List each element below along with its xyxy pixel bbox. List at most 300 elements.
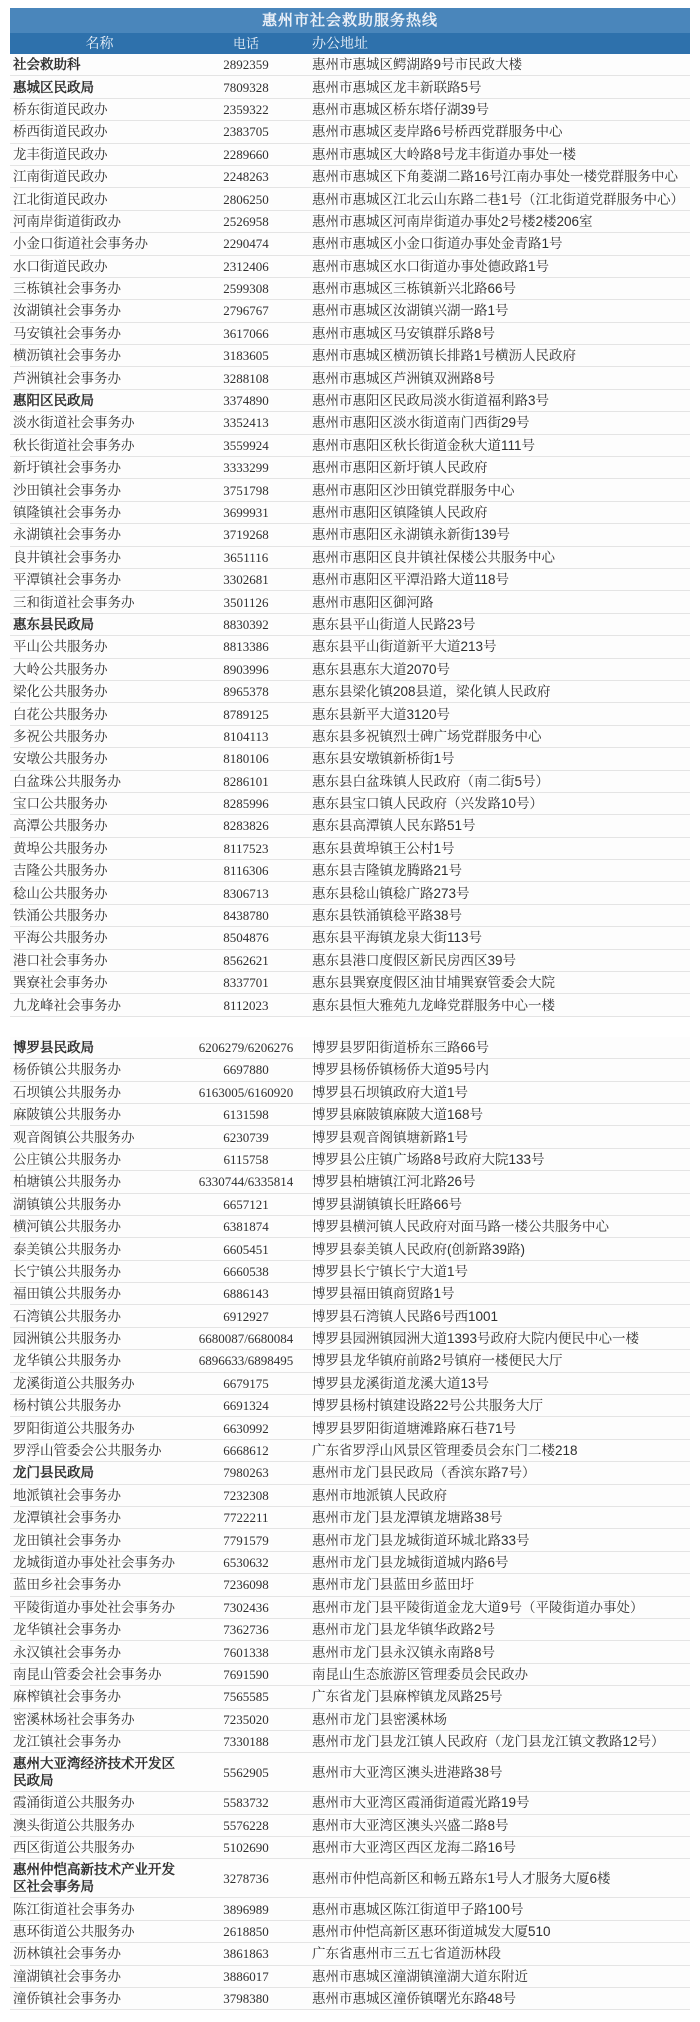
phone-cell: 2383705: [223, 124, 269, 140]
table-row: [10, 659, 690, 681]
address-cell: 惠州市惠城区潼湖镇潼湖大道东附近: [312, 1968, 528, 1984]
org-name-cell: 园洲镇公共服务办: [13, 1331, 121, 1347]
phone-cell: 7362736: [223, 1622, 269, 1638]
table-row: [10, 1283, 690, 1305]
table-row: [10, 1815, 690, 1837]
org-name-cell: 长宁镇公共服务办: [13, 1263, 121, 1279]
address-cell: 惠州市龙门县龙江镇人民政府（龙门县龙江镇文教路12号）: [312, 1734, 665, 1750]
phone-cell: 8286101: [223, 773, 269, 789]
table-row: [10, 54, 690, 76]
address-cell: 惠州市龙门县平陵街道金龙大道9号（平陵街道办事处）: [312, 1599, 644, 1615]
table-title: 惠州市社会救助服务热线: [10, 8, 690, 33]
table-row: [10, 367, 690, 389]
org-name-cell: 泰美镇公共服务办: [13, 1241, 121, 1257]
org-name-cell: 福田镇公共服务办: [13, 1286, 121, 1302]
org-name-cell: 密溪林场社会事务办: [13, 1711, 135, 1727]
table-row: [10, 1641, 690, 1663]
address-cell: 惠东县铁涌镇稔平路38号: [312, 908, 463, 924]
phone-cell: 6330744/6335814: [198, 1174, 294, 1190]
phone-cell: 8306713: [223, 885, 269, 901]
phone-cell: 6657121: [223, 1196, 269, 1212]
table-row: [10, 1753, 690, 1792]
address-cell: 惠州市龙门县龙城街道城内路6号: [312, 1554, 509, 1570]
phone-cell: 8180106: [223, 751, 269, 767]
address-cell: 惠州市惠阳区民政局淡水街道福利路3号: [312, 393, 550, 409]
org-name-cell: 石湾镇公共服务办: [13, 1308, 121, 1324]
org-name-cell: 龙溪街道公共服务办: [13, 1375, 135, 1391]
org-name-cell: 江北街道民政办: [13, 191, 108, 207]
phone-cell: 3651116: [223, 549, 269, 565]
phone-cell: 8337701: [223, 975, 269, 991]
org-name-cell: 桥西街道民政办: [13, 124, 108, 140]
phone-cell: 2290474: [223, 236, 269, 252]
org-name-cell: 龙华镇社会事务办: [13, 1622, 121, 1638]
table-row: [10, 1597, 690, 1619]
phone-cell: 6679175: [223, 1375, 269, 1391]
org-name-cell: 平海公共服务办: [13, 930, 108, 946]
org-name-cell: 龙丰街道民政办: [13, 146, 108, 162]
table-row: [10, 435, 690, 457]
address-cell: 惠东县恒大雅苑九龙峰党群服务中心一楼: [312, 997, 555, 1013]
table-row: [10, 838, 690, 860]
table-row: [10, 144, 690, 166]
table-row: [10, 1943, 690, 1965]
phone-cell: 6530632: [223, 1554, 269, 1570]
org-name-cell: 良井镇社会事务办: [13, 549, 121, 565]
address-cell: 惠州市惠城区大岭路8号龙丰街道办事处一楼: [312, 146, 577, 162]
table-row: [10, 1988, 690, 2010]
phone-cell: 7809328: [223, 79, 269, 95]
org-name-cell: 惠城区民政局: [13, 79, 94, 95]
phone-cell: 6381874: [223, 1219, 269, 1235]
org-name-cell: 沥林镇社会事务办: [13, 1946, 121, 1962]
phone-cell: 8283826: [223, 818, 269, 834]
phone-cell: 7980263: [223, 1465, 269, 1481]
table-row: [10, 614, 690, 636]
address-cell: 惠东县黄埠镇王公村1号: [312, 840, 455, 856]
phone-cell: 2248263: [223, 169, 269, 185]
address-cell: 广东省龙门县麻榨镇龙凤路25号: [312, 1689, 503, 1705]
table-row: [10, 1328, 690, 1350]
phone-cell: 7791579: [223, 1532, 269, 1548]
table-row: [10, 972, 690, 994]
phone-cell: 3559924: [223, 437, 269, 453]
address-cell: 惠州市惠城区桥东塔仔湖39号: [312, 101, 490, 117]
table-row: [10, 1171, 690, 1193]
address-cell: 博罗县泰美镇人民政府(创新路39路): [312, 1241, 526, 1257]
org-name-cell: 龙城街道办事处社会事务办: [13, 1554, 175, 1570]
org-name-cell: 河南岸街道街政办: [13, 213, 121, 229]
address-cell: 惠州市惠城区潼侨镇曙光东路48号: [312, 1991, 517, 2007]
org-name-cell: 湖镇镇公共服务办: [13, 1196, 121, 1212]
address-cell: 惠州市惠城区小金口街道办事处金青路1号: [312, 236, 563, 252]
table-row: [10, 76, 690, 98]
table-row: [10, 860, 690, 882]
table-row: [10, 233, 690, 255]
address-cell: 惠州市龙门县蓝田乡蓝田圩: [312, 1577, 474, 1593]
table-row: [10, 748, 690, 770]
phone-cell: 6668612: [223, 1443, 269, 1459]
address-cell: 惠州市惠城区水口街道办事处德政路1号: [312, 258, 550, 274]
org-name-cell: 南昆山管委会社会事务办: [13, 1666, 162, 1682]
phone-cell: 6691324: [223, 1398, 269, 1414]
table-row: [10, 1126, 690, 1148]
table-row: [10, 1149, 690, 1171]
address-cell: 惠州市惠城区鳄湖路9号市民政大楼: [312, 57, 523, 73]
org-name-cell: 杨侨镇公共服务办: [13, 1062, 121, 1078]
org-name-cell: 大岭公共服务办: [13, 661, 108, 677]
phone-cell: 2796767: [223, 303, 269, 319]
phone-cell: 8438780: [223, 908, 269, 924]
org-name-cell: 横沥镇社会事务办: [13, 348, 121, 364]
table-row: [10, 591, 690, 613]
table-row: [10, 681, 690, 703]
table-row: [10, 1921, 690, 1943]
org-name-cell: 麻榨镇社会事务办: [13, 1689, 121, 1705]
table-row: [10, 390, 690, 412]
org-name-cell: 惠州仲恺高新技术产业开发区社会事务局: [13, 1862, 175, 1895]
column-header-phone: 电话: [232, 36, 259, 51]
org-name-cell: 龙田镇社会事务办: [13, 1532, 121, 1548]
org-name-cell: 镇隆镇社会事务办: [13, 505, 121, 520]
phone-cell: 7232308: [223, 1487, 269, 1503]
org-name-cell: 马安镇社会事务办: [13, 325, 121, 341]
org-name-cell: 龙门县民政局: [13, 1465, 94, 1481]
phone-cell: 6131598: [223, 1107, 269, 1123]
column-header-name: 名称: [85, 35, 114, 51]
address-cell: 惠州市惠阳区新圩镇人民政府: [312, 460, 488, 476]
org-name-cell: 港口社会事务办: [13, 952, 108, 968]
phone-cell: 7236098: [223, 1577, 269, 1593]
phone-cell: 2599308: [223, 281, 269, 297]
org-name-cell: 公庄镇公共服务办: [13, 1151, 121, 1167]
org-name-cell: 桥东街道民政办: [13, 101, 108, 117]
table-row: [10, 569, 690, 591]
org-name-cell: 宝口公共服务办: [13, 796, 108, 812]
table-row: [10, 1507, 690, 1529]
address-cell: 惠州市惠阳区良井镇社保楼公共服务中心: [312, 549, 555, 565]
address-cell: 博罗县麻陂镇麻陂大道168号: [312, 1107, 484, 1123]
phone-cell: 2289660: [223, 146, 269, 162]
org-name-cell: 三和街道社会事务办: [13, 594, 135, 610]
table-row: [10, 1574, 690, 1596]
phone-cell: 7601338: [223, 1644, 269, 1660]
address-cell: 博罗县罗阳街道桥东三路66号: [312, 1039, 490, 1055]
org-name-cell: 惠州大亚湾经济技术开发区民政局: [13, 1756, 175, 1789]
address-cell: 南昆山生态旅游区管理委员会民政办: [312, 1666, 528, 1682]
address-cell: 惠州市大亚湾区澳头进港路38号: [312, 1764, 503, 1780]
org-name-cell: 多祝公共服务办: [13, 728, 108, 744]
table-row: [10, 1037, 690, 1059]
phone-cell: 6697880: [223, 1062, 269, 1078]
table-row: [10, 1373, 690, 1395]
org-name-cell: 麻陂镇公共服务办: [13, 1107, 121, 1123]
phone-cell: 3798380: [223, 1991, 269, 2007]
table-row: [10, 1837, 690, 1859]
address-cell: 惠东县吉隆镇龙腾路21号: [312, 863, 463, 879]
phone-cell: 3861863: [223, 1946, 269, 1962]
address-cell: 博罗县杨侨镇杨侨大道95号内: [312, 1062, 490, 1078]
address-cell: 惠州市龙门县永汉镇永南路8号: [312, 1644, 496, 1660]
phone-cell: 3617066: [223, 325, 269, 341]
address-cell: 惠东县惠东大道2070号: [312, 661, 451, 677]
org-name-cell: 淡水街道社会事务办: [13, 415, 135, 431]
phone-cell: 2618850: [223, 1924, 269, 1940]
table-row: [10, 1898, 690, 1920]
row-spacer: [10, 1017, 690, 1037]
address-cell: 惠州市惠阳区秋长街道金秋大道111号: [312, 437, 536, 453]
phone-cell: 5102690: [223, 1840, 269, 1856]
address-cell: 惠东县多祝镇烈士碑广场党群服务中心: [312, 728, 542, 744]
table-row: [10, 1731, 690, 1753]
table-row: [10, 323, 690, 345]
phone-cell: 3886017: [223, 1968, 269, 1984]
address-cell: 惠州市大亚湾区霞涌街道霞光路19号: [312, 1795, 530, 1811]
org-name-cell: 蓝田乡社会事务办: [13, 1577, 121, 1593]
org-name-cell: 地派镇社会事务办: [13, 1487, 121, 1503]
phone-cell: 7565585: [223, 1689, 269, 1705]
phone-cell: 6660538: [223, 1263, 269, 1279]
org-name-cell: 陈江街道社会事务办: [13, 1901, 135, 1917]
org-name-cell: 惠东县民政局: [13, 616, 94, 632]
table-row: [10, 815, 690, 837]
address-cell: 惠东县宝口镇人民政府（兴发路10号）: [312, 796, 544, 812]
phone-cell: 8830392: [223, 616, 269, 632]
address-cell: 惠州市惠阳区淡水街道南门西街29号: [312, 415, 530, 431]
phone-cell: 6230739: [223, 1129, 269, 1145]
address-cell: 惠东县安墩镇新桥街1号: [312, 751, 455, 767]
address-cell: 博罗县龙溪街道龙溪大道13号: [312, 1375, 490, 1391]
table-row: [10, 793, 690, 815]
address-cell: 惠州市龙门县龙城街道环城北路33号: [312, 1532, 530, 1548]
org-name-cell: 白盆珠公共服务办: [13, 773, 121, 789]
address-cell: 惠东县新平大道3120号: [312, 706, 451, 722]
table-row: [10, 1261, 690, 1283]
table-row: [10, 1059, 690, 1081]
address-cell: 惠州市仲恺高新区惠环街道城发大厦510: [312, 1924, 551, 1940]
org-name-cell: 江南街道民政办: [13, 169, 108, 185]
phone-cell: 5576228: [223, 1817, 269, 1833]
org-name-cell: 秋长街道社会事务办: [13, 437, 135, 453]
phone-cell: 2312406: [223, 258, 269, 274]
phone-cell: 2806250: [223, 191, 269, 207]
phone-cell: 3183605: [223, 348, 269, 364]
org-name-cell: 九龙峰社会事务办: [13, 997, 121, 1013]
phone-cell: 3699931: [223, 505, 269, 520]
table-row: [10, 905, 690, 927]
table-row: [10, 502, 690, 524]
phone-cell: 6912927: [223, 1308, 269, 1324]
table-row: [10, 1792, 690, 1814]
address-cell: 惠州市惠阳区镇隆镇人民政府: [312, 505, 488, 520]
phone-cell: 6886143: [223, 1286, 269, 1302]
address-cell: 博罗县横河镇人民政府对面马路一楼公共服务中心: [312, 1219, 609, 1235]
phone-cell: 3278736: [223, 1870, 269, 1886]
address-cell: 博罗县湖镇镇长旺路66号: [312, 1196, 463, 1212]
address-cell: 广东省惠州市三五七省道沥林段: [312, 1946, 501, 1962]
table-row: [10, 1664, 690, 1686]
org-name-cell: 石坝镇公共服务办: [13, 1084, 121, 1100]
org-name-cell: 霞涌街道公共服务办: [13, 1795, 135, 1811]
phone-cell: 6605451: [223, 1241, 269, 1257]
org-name-cell: 龙华镇公共服务办: [13, 1353, 121, 1369]
org-name-cell: 柏塘镇公共服务办: [13, 1174, 121, 1190]
address-cell: 惠州市龙门县民政局（香滨东路7号）: [312, 1465, 536, 1481]
phone-cell: 3751798: [223, 482, 269, 498]
address-cell: 博罗县石湾镇人民路6号西1001: [312, 1308, 499, 1324]
phone-cell: 5562905: [223, 1764, 269, 1780]
table-row: [10, 1966, 690, 1988]
phone-cell: 8903996: [223, 661, 269, 677]
table-row: [10, 1417, 690, 1439]
phone-cell: 8562621: [223, 952, 269, 968]
table-row: [10, 1619, 690, 1641]
phone-cell: 8112023: [223, 997, 269, 1013]
table-row: [10, 278, 690, 300]
address-cell: 惠东县平山街道新平大道213号: [312, 639, 497, 655]
table-row: [10, 1485, 690, 1507]
phone-cell: 6896633/6898495: [198, 1353, 294, 1369]
address-cell: 惠州市惠城区陈江街道甲子路100号: [312, 1901, 524, 1917]
org-name-cell: 潼湖镇社会事务办: [13, 1968, 121, 1984]
phone-cell: 6680087/6680084: [198, 1331, 294, 1347]
address-cell: 惠州市大亚湾区西区龙海二路16号: [312, 1840, 517, 1856]
org-name-cell: 铁涌公共服务办: [13, 908, 108, 924]
phone-cell: 3719268: [223, 527, 269, 543]
address-cell: 博罗县杨村镇建设路22号公共服务大厅: [312, 1398, 544, 1414]
table-row: [10, 1552, 690, 1574]
address-cell: 惠州市惠城区河南岸街道办事处2号楼2楼206室: [312, 213, 593, 229]
phone-cell: 6206279/6206276: [198, 1039, 294, 1055]
table-row: [10, 345, 690, 367]
phone-cell: 2359322: [223, 101, 269, 117]
org-name-cell: 稔山公共服务办: [13, 885, 108, 901]
table-row: [10, 1395, 690, 1417]
phone-cell: 3501126: [223, 594, 269, 610]
phone-cell: 6630992: [223, 1420, 269, 1436]
org-name-cell: 芦洲镇社会事务办: [13, 370, 121, 386]
table-row: [10, 1082, 690, 1104]
table-row: [10, 636, 690, 658]
phone-cell: 7302436: [223, 1599, 269, 1615]
phone-cell: 2526958: [223, 213, 269, 229]
org-name-cell: 三栋镇社会事务办: [13, 281, 121, 297]
org-name-cell: 杨村镇公共服务办: [13, 1398, 121, 1414]
address-cell: 惠州市地派镇人民政府: [312, 1487, 447, 1503]
table-row: [10, 703, 690, 725]
table-row: [10, 1216, 690, 1238]
phone-cell: 3302681: [223, 572, 269, 588]
address-cell: 惠州市惠阳区永湖镇永新街139号: [312, 527, 511, 543]
table-row: [10, 1462, 690, 1484]
table-row: [10, 412, 690, 434]
phone-cell: 8285996: [223, 796, 269, 812]
org-name-cell: 永湖镇社会事务办: [13, 527, 121, 543]
column-header-address: 办公地址: [312, 35, 368, 51]
table-row: [10, 927, 690, 949]
org-name-cell: 惠阳区民政局: [13, 393, 94, 409]
address-cell: 惠州市仲恺高新区和畅五路东1号人才服务大厦6楼: [312, 1870, 611, 1886]
address-cell: 惠州市惠城区马安镇群乐路8号: [312, 325, 496, 341]
address-cell: 广东省罗浮山风景区管理委员会东门二楼218: [312, 1443, 578, 1459]
phone-cell: 6115758: [223, 1151, 269, 1167]
address-cell: 博罗县福田镇商贸路1号: [312, 1286, 455, 1302]
address-cell: 惠州市惠城区江北云山东路二巷1号（江北街道党群服务中心）: [312, 191, 685, 207]
phone-cell: 8813386: [223, 639, 269, 655]
org-name-cell: 黄埠公共服务办: [13, 840, 108, 856]
table-row: [10, 1104, 690, 1126]
address-cell: 惠州市惠城区三栋镇新兴北路66号: [312, 281, 517, 297]
address-cell: 惠东县梁化镇208县道，梁化镇人民政府: [312, 684, 551, 700]
org-name-cell: 社会救助科: [13, 57, 81, 73]
address-cell: 惠州市龙门县密溪林场: [312, 1711, 447, 1727]
address-cell: 惠州市龙门县龙华镇华政路2号: [312, 1622, 496, 1638]
address-cell: 惠东县巽寮度假区油甘埔巽寮管委会大院: [312, 975, 555, 991]
phone-cell: 3896989: [223, 1901, 269, 1917]
address-cell: 博罗县长宁镇长宁大道1号: [312, 1263, 469, 1279]
address-cell: 博罗县公庄镇广场路8号政府大院133号: [312, 1151, 545, 1167]
phone-cell: 6163005/6160920: [198, 1084, 294, 1100]
phone-cell: 7330188: [223, 1734, 269, 1750]
org-name-cell: 平陵街道办事处社会事务办: [13, 1599, 175, 1615]
address-cell: 惠东县港口度假区新民房西区39号: [312, 952, 517, 968]
org-name-cell: 罗浮山管委会公共服务办: [13, 1443, 162, 1459]
phone-cell: 2892359: [223, 57, 269, 73]
table-row: [10, 300, 690, 322]
address-cell: 博罗县龙华镇府前路2号镇府一楼便民大厅: [312, 1353, 563, 1369]
phone-cell: 7235020: [223, 1711, 269, 1727]
phone-cell: 8504876: [223, 930, 269, 946]
phone-cell: 8789125: [223, 706, 269, 722]
phone-cell: 3352413: [223, 415, 269, 431]
org-name-cell: 惠环街道公共服务办: [13, 1924, 135, 1940]
address-cell: 惠东县平山街道人民路23号: [312, 616, 476, 632]
address-cell: 惠州市惠城区横沥镇长排路1号横沥人民政府: [312, 348, 577, 364]
table-row: [10, 1686, 690, 1708]
table-row: [10, 1305, 690, 1327]
table-row: [10, 1194, 690, 1216]
address-cell: 惠州市大亚湾区澳头兴盛二路8号: [312, 1817, 509, 1833]
table-row: [10, 1709, 690, 1731]
phone-cell: 8104113: [223, 728, 269, 744]
org-name-cell: 潼侨镇社会事务办: [13, 1991, 121, 2007]
org-name-cell: 西区街道公共服务办: [13, 1840, 135, 1856]
phone-cell: 5583732: [223, 1795, 269, 1811]
phone-cell: 7691590: [223, 1666, 269, 1682]
table-row: [10, 479, 690, 501]
org-name-cell: 白花公共服务办: [13, 706, 108, 722]
org-name-cell: 观音阁镇公共服务办: [13, 1129, 135, 1145]
address-cell: 惠州市惠城区龙丰新联路5号: [312, 79, 482, 95]
table-row: [10, 99, 690, 121]
org-name-cell: 新圩镇社会事务办: [13, 460, 121, 476]
address-cell: 博罗县观音阁镇塘新路1号: [312, 1129, 469, 1145]
org-name-cell: 平山公共服务办: [13, 639, 108, 655]
phone-cell: 7722211: [223, 1510, 269, 1526]
table-row: [10, 188, 690, 210]
table-row: [10, 1859, 690, 1898]
phone-cell: 8965378: [223, 684, 269, 700]
org-name-cell: 巽寮社会事务办: [13, 975, 108, 991]
org-name-cell: 龙潭镇社会事务办: [13, 1510, 121, 1526]
org-name-cell: 沙田镇社会事务办: [13, 482, 121, 498]
org-name-cell: 澳头街道公共服务办: [13, 1817, 135, 1833]
address-cell: 惠州市惠城区下角菱湖二路16号江南办事处一楼党群服务中心: [312, 169, 679, 185]
phone-cell: 3333299: [223, 460, 269, 476]
table-row: [10, 457, 690, 479]
address-cell: 博罗县石坝镇政府大道1号: [312, 1084, 469, 1100]
address-cell: 惠州市惠城区麦岸路6号桥西党群服务中心: [312, 124, 563, 140]
